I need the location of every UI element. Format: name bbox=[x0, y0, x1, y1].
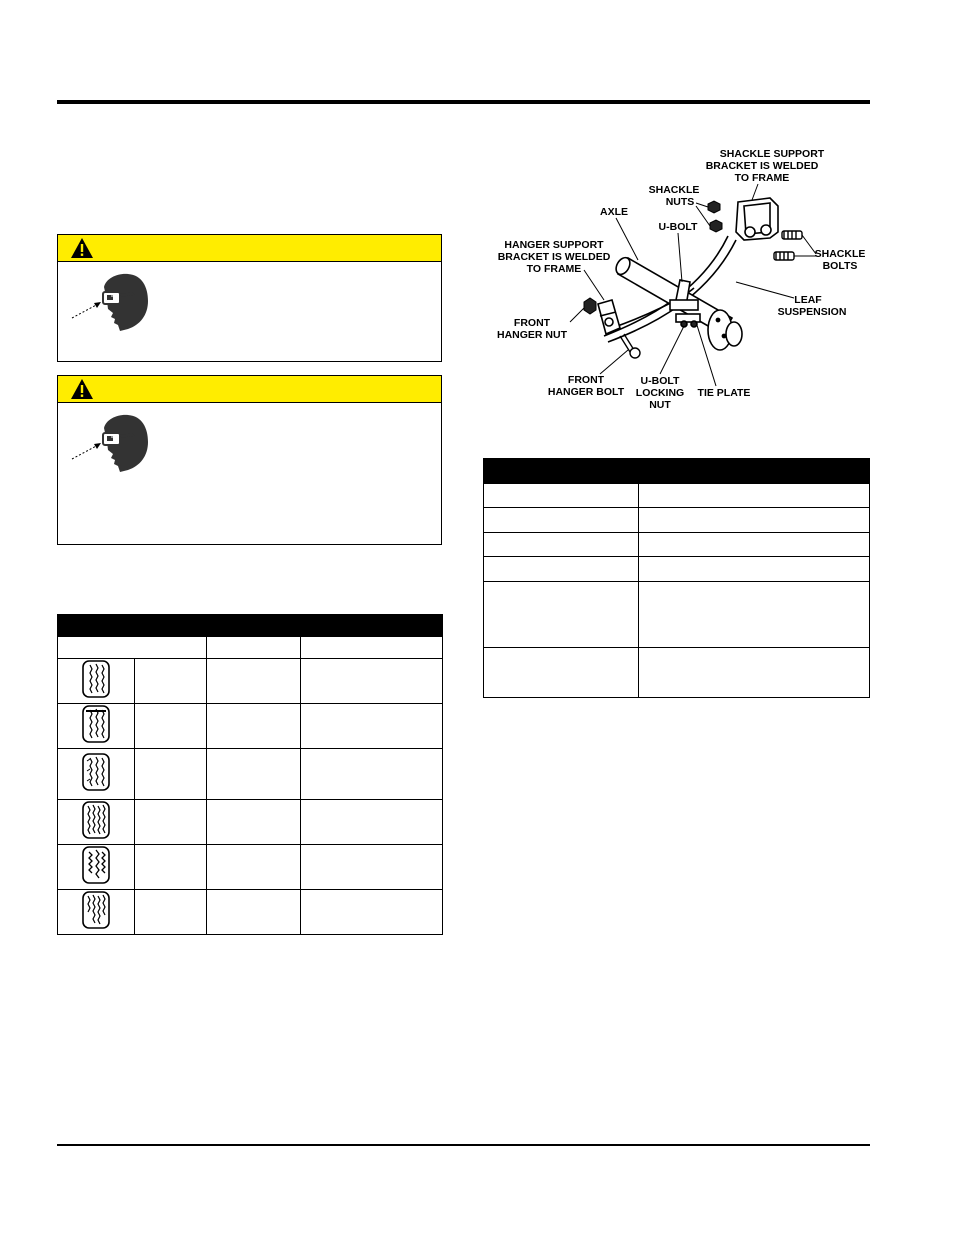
label-axle: AXLE bbox=[599, 206, 629, 218]
table-row bbox=[484, 582, 870, 648]
label-ubolt: U-BOLT bbox=[658, 221, 698, 233]
table-row bbox=[484, 508, 870, 533]
warning-triangle-icon bbox=[70, 378, 94, 400]
label-ubolt-locking-3: NUT bbox=[649, 399, 671, 411]
label-front-hanger-bolt-2: HANGER BOLT bbox=[547, 386, 625, 398]
label-front-hanger-nut-2: HANGER NUT bbox=[497, 329, 567, 341]
table-row bbox=[58, 845, 443, 890]
table-title-row bbox=[58, 615, 443, 637]
table-row bbox=[484, 648, 870, 698]
header-rule bbox=[57, 100, 870, 104]
label-ubolt-locking-1: U-BOLT bbox=[640, 375, 680, 387]
tire-tread-icon bbox=[81, 891, 111, 929]
suspension-table bbox=[483, 458, 870, 698]
shackle-support-bracket bbox=[736, 198, 778, 240]
front-hanger-nut bbox=[584, 298, 596, 314]
tire-tread-icon bbox=[81, 705, 111, 743]
caution-box-2 bbox=[57, 375, 442, 545]
footer-rule bbox=[57, 1144, 870, 1146]
table-row bbox=[58, 749, 443, 800]
safety-goggles-icon bbox=[70, 414, 150, 476]
tire-tread-icon bbox=[81, 846, 111, 884]
table-row bbox=[58, 704, 443, 749]
label-front-hanger-nut-1: FRONT bbox=[513, 317, 551, 329]
safety-goggles-icon bbox=[70, 273, 150, 335]
caution-bar bbox=[58, 376, 441, 403]
label-shackle-bolts-1: SHACKLE bbox=[814, 248, 866, 260]
label-hanger-support-2: BRACKET IS WELDED bbox=[497, 251, 611, 263]
table-row bbox=[484, 484, 870, 508]
label-shackle-bolts-2: BOLTS bbox=[822, 260, 858, 272]
shackle-nuts bbox=[708, 201, 722, 232]
table-row bbox=[58, 659, 443, 704]
tire-wear-table bbox=[57, 614, 443, 935]
table-row bbox=[484, 533, 870, 557]
tire-tread-icon bbox=[81, 801, 111, 839]
wheel-hub bbox=[708, 310, 742, 350]
label-shackle-support-2: BRACKET IS WELDED bbox=[705, 160, 819, 172]
table-header-row bbox=[58, 637, 443, 659]
table-title-row bbox=[484, 459, 870, 484]
label-front-hanger-bolt-1: FRONT bbox=[567, 374, 605, 386]
warning-triangle-icon bbox=[70, 237, 94, 259]
tire-tread-icon bbox=[81, 753, 111, 791]
front-hanger-bracket bbox=[598, 300, 620, 334]
label-shackle-support-3: TO FRAME bbox=[734, 172, 790, 184]
table-row bbox=[58, 800, 443, 845]
table-row bbox=[484, 557, 870, 582]
label-hanger-support-3: TO FRAME bbox=[526, 263, 582, 275]
label-shackle-nuts-2: NUTS bbox=[665, 196, 695, 208]
label-leaf-2: SUSPENSION bbox=[777, 306, 847, 318]
table-row bbox=[58, 890, 443, 935]
label-tie-plate: TIE PLATE bbox=[697, 387, 751, 399]
leaf-suspension-diagram bbox=[480, 140, 880, 440]
label-shackle-support-1: SHACKLE SUPPORT bbox=[719, 148, 825, 160]
label-hanger-support-1: HANGER SUPPORT bbox=[504, 239, 604, 251]
tire-tread-icon bbox=[81, 660, 111, 698]
caution-box-1 bbox=[57, 234, 442, 362]
caution-bar bbox=[58, 235, 441, 262]
label-shackle-nuts-1: SHACKLE bbox=[648, 184, 700, 196]
label-ubolt-locking-2: LOCKING bbox=[635, 387, 685, 399]
label-leaf-1: LEAF bbox=[794, 294, 822, 306]
